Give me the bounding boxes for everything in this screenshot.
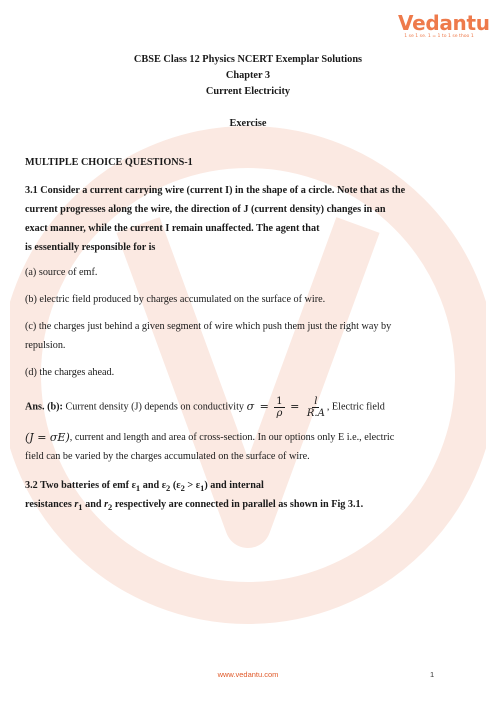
- conductivity-formula: σ = $\frac{1}{\rho}$ = $\frac{l}{R.A}$: [246, 395, 325, 419]
- q32-r2-sub: 2: [108, 502, 113, 513]
- chapter-title: Current Electricity: [205, 86, 291, 97]
- q32-sub-1: 1: [135, 483, 141, 494]
- chapter-number: Chapter 3: [225, 70, 271, 81]
- mcq-heading: MULTIPLE CHOICE QUESTIONS-1: [25, 157, 193, 168]
- q32-sub-3: 2: [180, 483, 185, 494]
- answer-label: Ans. (b):: [25, 401, 63, 413]
- q32-line2-b: and: [82, 499, 105, 510]
- q32-text-a: 3.2 Two batteries of emf ε: [25, 480, 136, 491]
- q32-line2-c: respectively are connected in parallel as shown in Fig 3.1.: [112, 499, 364, 510]
- q32-text-c: (ε: [170, 480, 181, 491]
- q32-r1-sub: 1: [78, 502, 83, 513]
- answer-3-1-line-2: [25, 428, 475, 447]
- logo-brand-text: Vedantu: [398, 11, 490, 35]
- option-c-line-1: (c) the charges just behind a given segment of wire which push them just the right way by: [25, 321, 392, 332]
- math-rho: ρ: [276, 407, 283, 419]
- ohms-law-formula: (J = σE): [25, 431, 70, 445]
- math-ra: R.A: [306, 407, 325, 419]
- q32-line2-a: resistances: [25, 499, 75, 510]
- option-c-line-2: repulsion.: [25, 340, 66, 351]
- section-title: Exercise: [229, 118, 267, 129]
- question-3-2-line-2: [25, 495, 475, 517]
- footer-url-link[interactable]: www.vedantu.com: [217, 670, 279, 679]
- answer-3-1-line-1: [25, 392, 475, 422]
- answer-text-1: Current density (J) depends on conductivity: [65, 401, 245, 413]
- q32-text-d: > ε: [184, 480, 201, 491]
- logo-tagline: 1 se 1 se. 1 = 1 to 1 se thoo 1: [404, 34, 474, 39]
- math-one: 1: [276, 395, 283, 407]
- answer-text-2: , current and length and area of cross-section. In our options only E i.e., electric: [69, 432, 395, 443]
- option-b: (b) electric field produced by charges accumulated on the surface of wire.: [25, 294, 326, 305]
- page-number: 1: [430, 670, 435, 679]
- q32-r1: r: [74, 499, 79, 510]
- answer-3-1-line-3: field can be varied by the charges accumulated on the surface of wire.: [25, 451, 310, 462]
- q32-sub-4: 1: [200, 483, 205, 494]
- vedantu-logo: [398, 11, 490, 40]
- question-3-1-line-2: current progresses along the wire, the direction of J (current density) changes in an: [25, 204, 386, 215]
- doc-title: CBSE Class 12 Physics NCERT Exemplar Solutions: [133, 54, 363, 65]
- fraction-l-over-ra: [305, 396, 327, 419]
- question-3-1-line-1: 3.1 Consider a current carrying wire (current I) in the shape of a circle. Note that as the: [25, 185, 406, 196]
- answer-text-1b: , Electric field: [326, 401, 385, 413]
- q32-text-e: ) and internal: [204, 480, 264, 491]
- q32-r2: r: [104, 499, 109, 510]
- fraction-one-over-rho: [274, 396, 284, 419]
- math-l: l: [314, 395, 318, 407]
- option-d: (d) the charges ahead.: [25, 367, 115, 378]
- option-a: (a) source of emf.: [25, 267, 98, 278]
- q32-text-b: and ε: [140, 480, 167, 491]
- q32-sub-2: 2: [166, 483, 171, 494]
- math-sigma: σ: [246, 400, 255, 413]
- question-3-1-line-4: is essentially responsible for is: [25, 242, 156, 253]
- question-3-1-line-3: exact manner, while the current I remain unaffected. The agent that: [25, 223, 320, 234]
